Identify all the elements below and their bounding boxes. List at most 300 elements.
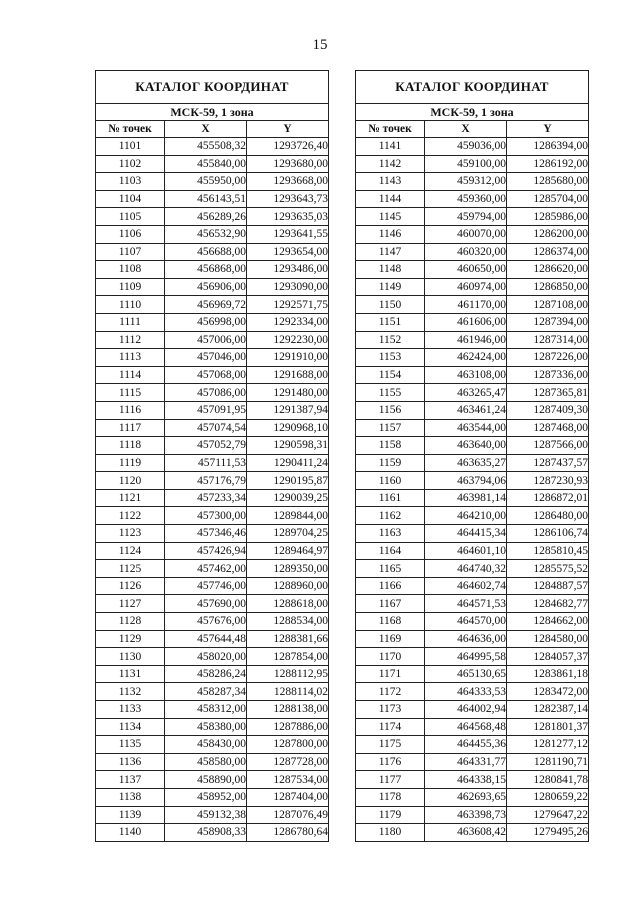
coord-y: 1293641,55 <box>247 225 329 243</box>
coord-y: 1289350,00 <box>247 560 329 578</box>
coord-x: 455950,00 <box>165 173 247 191</box>
catalog-body-left <box>96 138 329 842</box>
table-row <box>356 718 589 736</box>
coord-y: 1283861,18 <box>507 665 589 683</box>
table-row <box>96 208 329 226</box>
point-number: 1116 <box>96 401 165 419</box>
coord-x: 455840,00 <box>165 155 247 173</box>
coord-y: 1287886,00 <box>247 718 329 736</box>
point-number: 1147 <box>356 243 425 261</box>
coord-x: 459036,00 <box>425 138 507 156</box>
coord-y: 1287076,49 <box>247 806 329 824</box>
coord-y: 1290411,24 <box>247 454 329 472</box>
coord-y: 1286106,74 <box>507 525 589 543</box>
coord-y: 1287800,00 <box>247 736 329 754</box>
table-row <box>356 419 589 437</box>
column-header-y: Y <box>247 121 329 138</box>
point-number: 1110 <box>96 296 165 314</box>
table-row <box>356 560 589 578</box>
coord-y: 1289464,97 <box>247 542 329 560</box>
table-row <box>356 366 589 384</box>
coord-y: 1284057,37 <box>507 648 589 666</box>
table-row <box>96 560 329 578</box>
coord-y: 1287108,00 <box>507 296 589 314</box>
coord-x: 463265,47 <box>425 384 507 402</box>
point-number: 1114 <box>96 366 165 384</box>
point-number: 1115 <box>96 384 165 402</box>
coord-x: 461170,00 <box>425 296 507 314</box>
coord-y: 1287468,00 <box>507 419 589 437</box>
table-row <box>356 349 589 367</box>
coord-y: 1287336,00 <box>507 366 589 384</box>
coord-y: 1287728,00 <box>247 753 329 771</box>
coord-x: 457046,00 <box>165 349 247 367</box>
table-row <box>356 472 589 490</box>
coord-x: 464602,74 <box>425 577 507 595</box>
coord-y: 1290968,10 <box>247 419 329 437</box>
coord-x: 458286,24 <box>165 665 247 683</box>
catalog-body-right <box>356 138 589 842</box>
point-number: 1178 <box>356 788 425 806</box>
table-row <box>356 630 589 648</box>
coord-x: 464995,58 <box>425 648 507 666</box>
table-row <box>96 806 329 824</box>
point-number: 1168 <box>356 613 425 631</box>
point-number: 1120 <box>96 472 165 490</box>
table-row <box>356 736 589 754</box>
coord-x: 464331,77 <box>425 753 507 771</box>
coord-x: 463108,00 <box>425 366 507 384</box>
coord-y: 1279647,22 <box>507 806 589 824</box>
coord-x: 464740,32 <box>425 560 507 578</box>
coord-x: 457176,79 <box>165 472 247 490</box>
coord-y: 1284682,77 <box>507 595 589 613</box>
coord-x: 455508,32 <box>165 138 247 156</box>
coord-y: 1285680,00 <box>507 173 589 191</box>
point-number: 1131 <box>96 665 165 683</box>
coord-y: 1280841,78 <box>507 771 589 789</box>
table-row <box>356 278 589 296</box>
point-number: 1165 <box>356 560 425 578</box>
coord-y: 1287854,00 <box>247 648 329 666</box>
coord-x: 460974,00 <box>425 278 507 296</box>
point-number: 1102 <box>96 155 165 173</box>
coord-y: 1285810,45 <box>507 542 589 560</box>
point-number: 1159 <box>356 454 425 472</box>
point-number: 1167 <box>356 595 425 613</box>
coord-y: 1293654,00 <box>247 243 329 261</box>
coord-x: 464568,48 <box>425 718 507 736</box>
table-row <box>96 225 329 243</box>
point-number: 1145 <box>356 208 425 226</box>
point-number: 1173 <box>356 701 425 719</box>
table-row <box>356 665 589 683</box>
coord-x: 456289,26 <box>165 208 247 226</box>
coord-y: 1289844,00 <box>247 507 329 525</box>
table-row <box>96 454 329 472</box>
table-row <box>356 384 589 402</box>
point-number: 1125 <box>96 560 165 578</box>
table-row <box>356 753 589 771</box>
point-number: 1158 <box>356 437 425 455</box>
coord-y: 1286374,00 <box>507 243 589 261</box>
coord-x: 463794,06 <box>425 472 507 490</box>
coord-x: 457300,00 <box>165 507 247 525</box>
table-row <box>356 243 589 261</box>
point-number: 1117 <box>96 419 165 437</box>
coord-y: 1290039,25 <box>247 489 329 507</box>
coord-x: 460650,00 <box>425 261 507 279</box>
coord-x: 461606,00 <box>425 313 507 331</box>
table-row <box>96 753 329 771</box>
catalog-title: КАТАЛОГ КООРДИНАТ <box>356 71 589 104</box>
coordinate-system: МСК-59, 1 зона <box>96 104 329 121</box>
point-number: 1174 <box>356 718 425 736</box>
point-number: 1152 <box>356 331 425 349</box>
point-number: 1162 <box>356 507 425 525</box>
coord-x: 465130,65 <box>425 665 507 683</box>
coord-x: 463544,00 <box>425 419 507 437</box>
point-number: 1104 <box>96 190 165 208</box>
coord-x: 460320,00 <box>425 243 507 261</box>
table-row <box>356 313 589 331</box>
coordinate-catalog-right <box>355 70 589 842</box>
point-number: 1133 <box>96 701 165 719</box>
coord-x: 456688,00 <box>165 243 247 261</box>
coord-x: 456868,00 <box>165 261 247 279</box>
coord-y: 1286200,00 <box>507 225 589 243</box>
table-row <box>356 771 589 789</box>
table-row <box>96 507 329 525</box>
table-row <box>356 806 589 824</box>
table-row <box>96 595 329 613</box>
table-row <box>356 577 589 595</box>
coord-x: 456143,51 <box>165 190 247 208</box>
table-row <box>356 190 589 208</box>
point-number: 1156 <box>356 401 425 419</box>
coord-y: 1285704,00 <box>507 190 589 208</box>
coord-x: 458430,00 <box>165 736 247 754</box>
coord-y: 1291387,94 <box>247 401 329 419</box>
coord-x: 457346,46 <box>165 525 247 543</box>
coord-y: 1288138,00 <box>247 701 329 719</box>
coord-x: 458287,34 <box>165 683 247 701</box>
coord-y: 1280659,22 <box>507 788 589 806</box>
coord-x: 456998,00 <box>165 313 247 331</box>
table-row <box>356 489 589 507</box>
coord-x: 457233,34 <box>165 489 247 507</box>
coord-x: 456906,00 <box>165 278 247 296</box>
point-number: 1169 <box>356 630 425 648</box>
coord-x: 462424,00 <box>425 349 507 367</box>
table-row <box>356 454 589 472</box>
coordinate-catalog-left <box>95 70 329 842</box>
coord-y: 1286872,01 <box>507 489 589 507</box>
table-row <box>96 384 329 402</box>
coord-y: 1287314,00 <box>507 331 589 349</box>
coord-y: 1284887,57 <box>507 577 589 595</box>
table-row <box>96 489 329 507</box>
column-header-x: X <box>425 121 507 138</box>
table-row <box>356 296 589 314</box>
table-row <box>96 278 329 296</box>
coord-y: 1284662,00 <box>507 613 589 631</box>
point-number: 1105 <box>96 208 165 226</box>
coord-x: 458312,00 <box>165 701 247 719</box>
coord-y: 1292334,00 <box>247 313 329 331</box>
point-number: 1155 <box>356 384 425 402</box>
point-number: 1111 <box>96 313 165 331</box>
table-row <box>356 788 589 806</box>
point-number: 1123 <box>96 525 165 543</box>
table-row <box>96 401 329 419</box>
table-row <box>96 261 329 279</box>
point-number: 1161 <box>356 489 425 507</box>
coord-x: 463640,00 <box>425 437 507 455</box>
table-row <box>356 507 589 525</box>
table-row <box>96 419 329 437</box>
table-row <box>96 736 329 754</box>
table-row <box>356 595 589 613</box>
coord-y: 1292571,75 <box>247 296 329 314</box>
point-number: 1135 <box>96 736 165 754</box>
coord-y: 1290598,31 <box>247 437 329 455</box>
point-number: 1137 <box>96 771 165 789</box>
coord-y: 1291688,00 <box>247 366 329 384</box>
point-number: 1171 <box>356 665 425 683</box>
table-row <box>96 824 329 842</box>
table-row <box>356 542 589 560</box>
point-number: 1113 <box>96 349 165 367</box>
coord-y: 1281277,12 <box>507 736 589 754</box>
coord-x: 464636,00 <box>425 630 507 648</box>
point-number: 1175 <box>356 736 425 754</box>
coordinate-system: МСК-59, 1 зона <box>356 104 589 121</box>
column-header-x: X <box>165 121 247 138</box>
coord-y: 1281190,71 <box>507 753 589 771</box>
coord-y: 1285575,52 <box>507 560 589 578</box>
coord-y: 1286192,00 <box>507 155 589 173</box>
coord-y: 1287566,00 <box>507 437 589 455</box>
coord-x: 463981,14 <box>425 489 507 507</box>
coord-y: 1288381,66 <box>247 630 329 648</box>
table-row <box>356 701 589 719</box>
table-row <box>96 771 329 789</box>
coord-x: 458890,00 <box>165 771 247 789</box>
coord-x: 459132,38 <box>165 806 247 824</box>
table-row <box>356 261 589 279</box>
coord-x: 464570,00 <box>425 613 507 631</box>
table-row <box>96 683 329 701</box>
point-number: 1176 <box>356 753 425 771</box>
table-row <box>356 525 589 543</box>
coord-x: 457068,00 <box>165 366 247 384</box>
point-number: 1170 <box>356 648 425 666</box>
coord-y: 1288114,02 <box>247 683 329 701</box>
table-row <box>96 630 329 648</box>
coord-x: 457111,53 <box>165 454 247 472</box>
coord-x: 457690,00 <box>165 595 247 613</box>
point-number: 1138 <box>96 788 165 806</box>
point-number: 1130 <box>96 648 165 666</box>
table-row <box>96 349 329 367</box>
coord-y: 1293635,03 <box>247 208 329 226</box>
point-number: 1101 <box>96 138 165 156</box>
table-row <box>96 665 329 683</box>
table-row <box>96 701 329 719</box>
coord-y: 1279495,26 <box>507 824 589 842</box>
coord-x: 459360,00 <box>425 190 507 208</box>
coord-x: 463398,73 <box>425 806 507 824</box>
coord-x: 457746,00 <box>165 577 247 595</box>
point-number: 1109 <box>96 278 165 296</box>
point-number: 1163 <box>356 525 425 543</box>
table-row <box>96 577 329 595</box>
coord-x: 463461,24 <box>425 401 507 419</box>
coord-x: 464333,53 <box>425 683 507 701</box>
point-number: 1150 <box>356 296 425 314</box>
point-number: 1146 <box>356 225 425 243</box>
coord-y: 1291480,00 <box>247 384 329 402</box>
coord-x: 458380,00 <box>165 718 247 736</box>
coord-x: 458580,00 <box>165 753 247 771</box>
coord-y: 1293668,00 <box>247 173 329 191</box>
point-number: 1103 <box>96 173 165 191</box>
coord-x: 460070,00 <box>425 225 507 243</box>
coord-x: 464601,10 <box>425 542 507 560</box>
table-row <box>96 437 329 455</box>
table-row <box>356 331 589 349</box>
coord-y: 1290195,87 <box>247 472 329 490</box>
coord-y: 1282387,14 <box>507 701 589 719</box>
coord-y: 1287226,00 <box>507 349 589 367</box>
point-number: 1126 <box>96 577 165 595</box>
table-row <box>96 613 329 631</box>
point-number: 1108 <box>96 261 165 279</box>
point-number: 1127 <box>96 595 165 613</box>
coord-y: 1287394,00 <box>507 313 589 331</box>
coord-y: 1293643,73 <box>247 190 329 208</box>
coord-y: 1287365,81 <box>507 384 589 402</box>
coord-y: 1293680,00 <box>247 155 329 173</box>
coord-y: 1287409,30 <box>507 401 589 419</box>
coord-y: 1289704,25 <box>247 525 329 543</box>
point-number: 1112 <box>96 331 165 349</box>
coord-y: 1286780,64 <box>247 824 329 842</box>
coord-x: 464338,15 <box>425 771 507 789</box>
table-row <box>356 437 589 455</box>
table-row <box>356 824 589 842</box>
coord-y: 1287404,00 <box>247 788 329 806</box>
column-header-point: № точек <box>96 121 165 138</box>
point-number: 1129 <box>96 630 165 648</box>
coord-x: 464571,53 <box>425 595 507 613</box>
table-row <box>96 243 329 261</box>
point-number: 1119 <box>96 454 165 472</box>
coord-y: 1293726,40 <box>247 138 329 156</box>
coord-y: 1287437,57 <box>507 454 589 472</box>
table-row <box>96 173 329 191</box>
page-number: 15 <box>312 37 328 53</box>
point-number: 1166 <box>356 577 425 595</box>
coord-y: 1286394,00 <box>507 138 589 156</box>
coord-x: 458020,00 <box>165 648 247 666</box>
coord-x: 462693,65 <box>425 788 507 806</box>
table-row <box>356 225 589 243</box>
table-row <box>96 788 329 806</box>
point-number: 1157 <box>356 419 425 437</box>
table-row <box>96 525 329 543</box>
coord-y: 1293486,00 <box>247 261 329 279</box>
point-number: 1180 <box>356 824 425 842</box>
point-number: 1106 <box>96 225 165 243</box>
point-number: 1122 <box>96 507 165 525</box>
column-header-y: Y <box>507 121 589 138</box>
coord-y: 1286480,00 <box>507 507 589 525</box>
coord-y: 1284580,00 <box>507 630 589 648</box>
coord-y: 1292230,00 <box>247 331 329 349</box>
coord-x: 458908,33 <box>165 824 247 842</box>
coord-x: 457006,00 <box>165 331 247 349</box>
table-row <box>96 472 329 490</box>
table-row <box>356 208 589 226</box>
table-row <box>96 190 329 208</box>
point-number: 1136 <box>96 753 165 771</box>
table-row <box>356 155 589 173</box>
coord-y: 1288618,00 <box>247 595 329 613</box>
point-number: 1143 <box>356 173 425 191</box>
coord-x: 459100,00 <box>425 155 507 173</box>
coord-y: 1288960,00 <box>247 577 329 595</box>
table-row <box>96 138 329 156</box>
table-row <box>96 331 329 349</box>
point-number: 1107 <box>96 243 165 261</box>
point-number: 1128 <box>96 613 165 631</box>
coord-y: 1285986,00 <box>507 208 589 226</box>
coord-x: 459312,00 <box>425 173 507 191</box>
table-row <box>96 542 329 560</box>
table-row <box>96 718 329 736</box>
table-row <box>96 296 329 314</box>
coord-x: 464455,36 <box>425 736 507 754</box>
point-number: 1134 <box>96 718 165 736</box>
point-number: 1164 <box>356 542 425 560</box>
coord-x: 459794,00 <box>425 208 507 226</box>
table-row <box>356 401 589 419</box>
coord-x: 457091,95 <box>165 401 247 419</box>
coord-x: 456969,72 <box>165 296 247 314</box>
point-number: 1149 <box>356 278 425 296</box>
point-number: 1132 <box>96 683 165 701</box>
coord-x: 457462,00 <box>165 560 247 578</box>
coord-x: 457676,00 <box>165 613 247 631</box>
point-number: 1139 <box>96 806 165 824</box>
coord-x: 456532,90 <box>165 225 247 243</box>
point-number: 1160 <box>356 472 425 490</box>
table-row <box>96 366 329 384</box>
coord-x: 457086,00 <box>165 384 247 402</box>
table-row <box>96 155 329 173</box>
column-header-point: № точек <box>356 121 425 138</box>
coord-y: 1283472,00 <box>507 683 589 701</box>
coord-x: 464210,00 <box>425 507 507 525</box>
coord-x: 457074,54 <box>165 419 247 437</box>
coord-y: 1287534,00 <box>247 771 329 789</box>
table-row <box>96 313 329 331</box>
point-number: 1142 <box>356 155 425 173</box>
catalog-title: КАТАЛОГ КООРДИНАТ <box>96 71 329 104</box>
point-number: 1141 <box>356 138 425 156</box>
